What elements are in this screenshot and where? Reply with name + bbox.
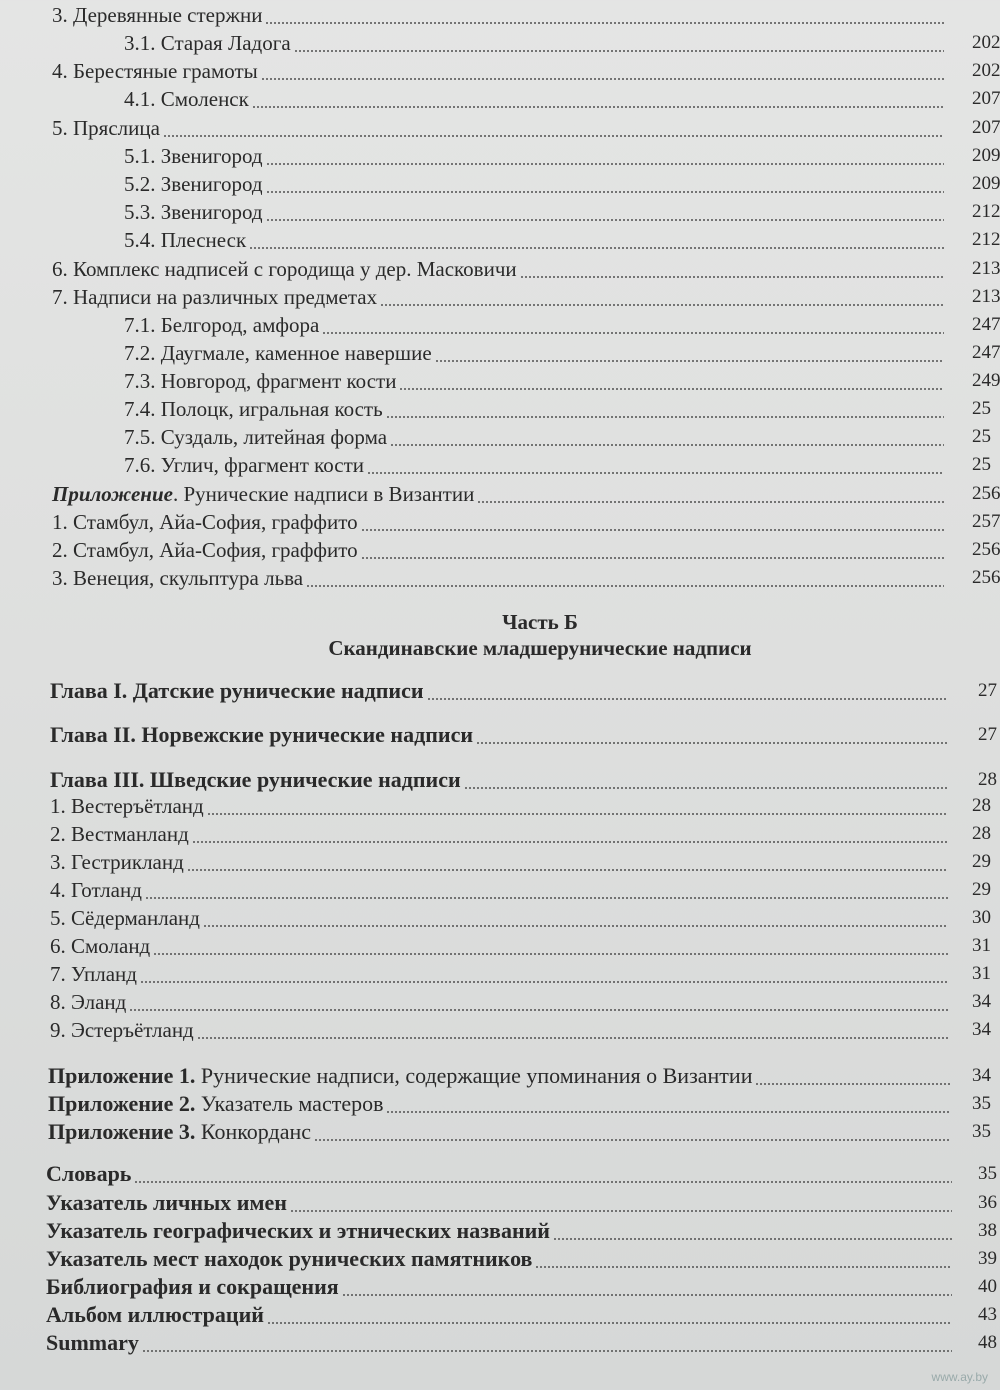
page-number: 207 <box>972 88 1000 109</box>
toc-entry <box>0 143 1000 169</box>
dot-leader <box>386 416 944 418</box>
page-number: 27 <box>978 680 997 701</box>
dot-leader <box>306 585 944 587</box>
page-number: 212 <box>972 201 1000 222</box>
toc-entry-label: Приложение. Рунические надписи в Византии <box>52 482 475 506</box>
page-number: 25 <box>972 454 991 475</box>
page-number: 40 <box>978 1276 997 1297</box>
page-number: 256 <box>972 539 1000 560</box>
page-number: 28 <box>972 795 991 816</box>
index-entry <box>0 1218 1000 1244</box>
page-number: 30 <box>972 907 991 928</box>
dot-leader <box>261 78 944 80</box>
toc-entry-label: 7.1. Белгород, амфора <box>124 313 320 337</box>
appendix-entry <box>0 1091 1000 1117</box>
region-entry <box>0 933 1000 959</box>
toc-entry-label: 2. Стамбул, Айа-София, граффито <box>52 538 358 562</box>
toc-entry <box>0 312 1000 338</box>
watermark: www.ay.by <box>931 1370 988 1384</box>
toc-entry-label: 3.1. Старая Ладога <box>124 31 291 55</box>
toc-entry <box>0 171 1000 197</box>
toc-entry-label: 7.5. Суздаль, литейная форма <box>124 425 388 449</box>
page-number: 213 <box>972 286 1000 307</box>
toc-entry <box>0 340 1000 366</box>
toc-entry-label: 7.6. Углич, фрагмент кости <box>124 453 365 477</box>
dot-leader <box>367 472 944 474</box>
page-number: 31 <box>972 935 991 956</box>
region-entry-label: 8. Эланд <box>50 990 127 1014</box>
index-entry-label: Указатель личных имен <box>46 1190 287 1215</box>
toc-entry <box>0 227 1000 253</box>
dot-leader <box>476 742 948 744</box>
appendix-entry <box>0 1119 1000 1145</box>
toc-entry <box>0 565 1000 591</box>
page-number: 34 <box>972 1019 991 1040</box>
region-entry <box>0 821 1000 847</box>
dot-leader <box>140 981 948 983</box>
page-number: 209 <box>972 173 1000 194</box>
region-entry-label: 4. Готланд <box>50 878 142 902</box>
chapter-entry <box>0 678 1000 704</box>
toc-entry-label: 5. Пряслица <box>52 116 160 140</box>
toc-entry <box>0 2 1000 28</box>
appendix-number: Приложение 3. <box>48 1119 196 1144</box>
region-entry <box>0 849 1000 875</box>
page-number: 256 <box>972 483 1000 504</box>
dot-leader <box>342 1294 952 1296</box>
region-entry-label: 6. Смоланд <box>50 934 151 958</box>
page-number: 35 <box>978 1163 997 1184</box>
dot-leader <box>192 841 948 843</box>
index-entry-label: Словарь <box>46 1161 132 1186</box>
page-number: 202 <box>972 60 1000 81</box>
toc-entry-label: 5.2. Звенигород <box>124 172 263 196</box>
region-entry <box>0 961 1000 987</box>
dot-leader <box>427 698 948 700</box>
dot-leader <box>435 360 944 362</box>
dot-leader <box>134 1181 952 1183</box>
page-number: 25 <box>972 426 991 447</box>
region-entry-label: 1. Вестеръётланд <box>50 794 204 818</box>
dot-leader <box>266 191 944 193</box>
index-entry <box>0 1190 1000 1216</box>
toc-entry <box>0 256 1000 282</box>
part-title: Часть Б <box>502 610 578 634</box>
appendix-entry-label: Приложение 3. Конкорданс <box>48 1119 312 1144</box>
toc-entry-label: 7. Надписи на различных предметах <box>52 285 378 309</box>
dot-leader <box>386 1111 950 1113</box>
page-number: 247 <box>972 342 1000 363</box>
toc-entry-label: 3. Венеция, скульптура льва <box>52 566 304 590</box>
part-subtitle: Скандинавские младшерунические надписи <box>328 636 752 660</box>
dot-leader <box>314 1139 950 1141</box>
toc-entry-label: 5.4. Плеснеск <box>124 228 247 252</box>
toc-entry <box>0 452 1000 478</box>
dot-leader <box>197 1037 948 1039</box>
appendix-entry-label: Приложение 2. Указатель мастеров <box>48 1091 384 1116</box>
region-entry <box>0 905 1000 931</box>
page-number: 35 <box>972 1093 991 1114</box>
toc-entry-label: 3. Деревянные стержни <box>52 3 263 27</box>
page-number: 213 <box>972 258 1000 279</box>
region-entry-label: 5. Сёдерманланд <box>50 906 200 930</box>
dot-leader <box>390 444 944 446</box>
toc-entry-label: 7.4. Полоцк, игральная кость <box>124 397 383 421</box>
page-number: 34 <box>972 991 991 1012</box>
page-number: 202 <box>972 32 1000 53</box>
region-entry <box>0 989 1000 1015</box>
dot-leader <box>361 557 944 559</box>
region-entry <box>0 1017 1000 1043</box>
index-entry <box>0 1161 1000 1187</box>
page-number: 34 <box>972 1065 991 1086</box>
dot-leader <box>380 304 944 306</box>
region-entry-label: 2. Вестманланд <box>50 822 189 846</box>
dot-leader <box>322 332 944 334</box>
page-number: 207 <box>972 117 1000 138</box>
toc-entry-label: 4. Берестяные грамоты <box>52 59 258 83</box>
toc-entry <box>0 86 1000 112</box>
dot-leader <box>535 1266 952 1268</box>
chapter-entry-label: Глава III. Шведские рунические надписи <box>50 767 461 792</box>
dot-leader <box>207 813 948 815</box>
page-number: 36 <box>978 1192 997 1213</box>
chapter-entry-label: Глава II. Норвежские рунические надписи <box>50 722 474 747</box>
toc-entry <box>0 30 1000 56</box>
index-entry-label: Summary <box>46 1330 139 1355</box>
toc-entry-label: 5.1. Звенигород <box>124 144 263 168</box>
dot-leader <box>294 50 944 52</box>
page-number: 249 <box>972 370 1000 391</box>
dot-leader <box>265 22 944 24</box>
page-number: 247 <box>972 314 1000 335</box>
dot-leader <box>142 1350 952 1352</box>
toc-entry <box>0 396 1000 422</box>
index-entry-label: Альбом иллюстраций <box>46 1302 264 1327</box>
page-number: 39 <box>978 1248 997 1269</box>
dot-leader <box>187 869 948 871</box>
index-entry-label: Указатель географических и этнических названий <box>46 1218 550 1243</box>
index-entry <box>0 1330 1000 1356</box>
dot-leader <box>129 1009 948 1011</box>
toc-entry-label: 5.3. Звенигород <box>124 200 263 224</box>
index-entry <box>0 1274 1000 1300</box>
dot-leader <box>153 953 948 955</box>
dot-leader <box>267 1322 952 1324</box>
page-number: 48 <box>978 1332 997 1353</box>
page-number: 209 <box>972 145 1000 166</box>
page-number: 25 <box>972 398 991 419</box>
dot-leader <box>477 501 944 503</box>
dot-leader <box>266 219 944 221</box>
appendix-number: Приложение 1. <box>48 1063 196 1088</box>
page-number: 256 <box>972 567 1000 588</box>
dot-leader <box>266 163 944 165</box>
toc-entry <box>0 368 1000 394</box>
toc-entry-label: 7.2. Даугмале, каменное навершие <box>124 341 432 365</box>
page-number: 29 <box>972 851 991 872</box>
index-entry-label: Указатель мест находок рунических памятников <box>46 1246 533 1271</box>
dot-leader <box>252 106 944 108</box>
index-entry <box>0 1302 1000 1328</box>
index-entry <box>0 1246 1000 1272</box>
page-number: 43 <box>978 1304 997 1325</box>
chapter-entry <box>0 722 1000 748</box>
toc-entry <box>0 199 1000 225</box>
region-entry <box>0 793 1000 819</box>
region-entry-label: 9. Эстеръётланд <box>50 1018 194 1042</box>
dot-leader <box>290 1210 952 1212</box>
dot-leader <box>553 1238 952 1240</box>
toc-entry <box>0 284 1000 310</box>
chapter-entry-label: Глава I. Датские рунические надписи <box>50 678 424 703</box>
dot-leader <box>203 925 948 927</box>
dot-leader <box>145 897 948 899</box>
appendix-entry <box>0 1063 1000 1089</box>
dot-leader <box>520 276 944 278</box>
toc-entry-label: 1. Стамбул, Айа-София, граффито <box>52 510 358 534</box>
toc-entry-label: 6. Комплекс надписей с городища у дер. Масковичи <box>52 257 517 281</box>
toc-entry <box>0 481 1000 507</box>
page-number: 29 <box>972 879 991 900</box>
dot-leader <box>464 787 948 789</box>
dot-leader <box>249 247 944 249</box>
region-entry-label: 7. Упланд <box>50 962 137 986</box>
dot-leader <box>755 1083 950 1085</box>
appendix-label: Приложение <box>52 482 173 506</box>
toc-entry <box>0 537 1000 563</box>
page-number: 28 <box>978 769 997 790</box>
index-entry-label: Библиография и сокращения <box>46 1274 339 1299</box>
appendix-number: Приложение 2. <box>48 1091 196 1116</box>
page-number: 212 <box>972 229 1000 250</box>
page-number: 28 <box>972 823 991 844</box>
dot-leader <box>361 529 944 531</box>
toc-entry <box>0 58 1000 84</box>
chapter-entry <box>0 767 1000 793</box>
toc-entry <box>0 424 1000 450</box>
toc-entry <box>0 115 1000 141</box>
toc-entry-label: 4.1. Смоленск <box>124 87 249 111</box>
dot-leader <box>399 388 944 390</box>
region-entry <box>0 877 1000 903</box>
toc-entry <box>0 509 1000 535</box>
region-entry-label: 3. Гестрикланд <box>50 850 184 874</box>
page-number: 35 <box>972 1121 991 1142</box>
page-number: 38 <box>978 1220 997 1241</box>
page-number: 257 <box>972 511 1000 532</box>
page-number: 27 <box>978 724 997 745</box>
page-number: 31 <box>972 963 991 984</box>
dot-leader <box>163 135 944 137</box>
appendix-entry-label: Приложение 1. Рунические надписи, содержащие упоминания о Византии <box>48 1063 753 1088</box>
toc-entry-label: 7.3. Новгород, фрагмент кости <box>124 369 397 393</box>
